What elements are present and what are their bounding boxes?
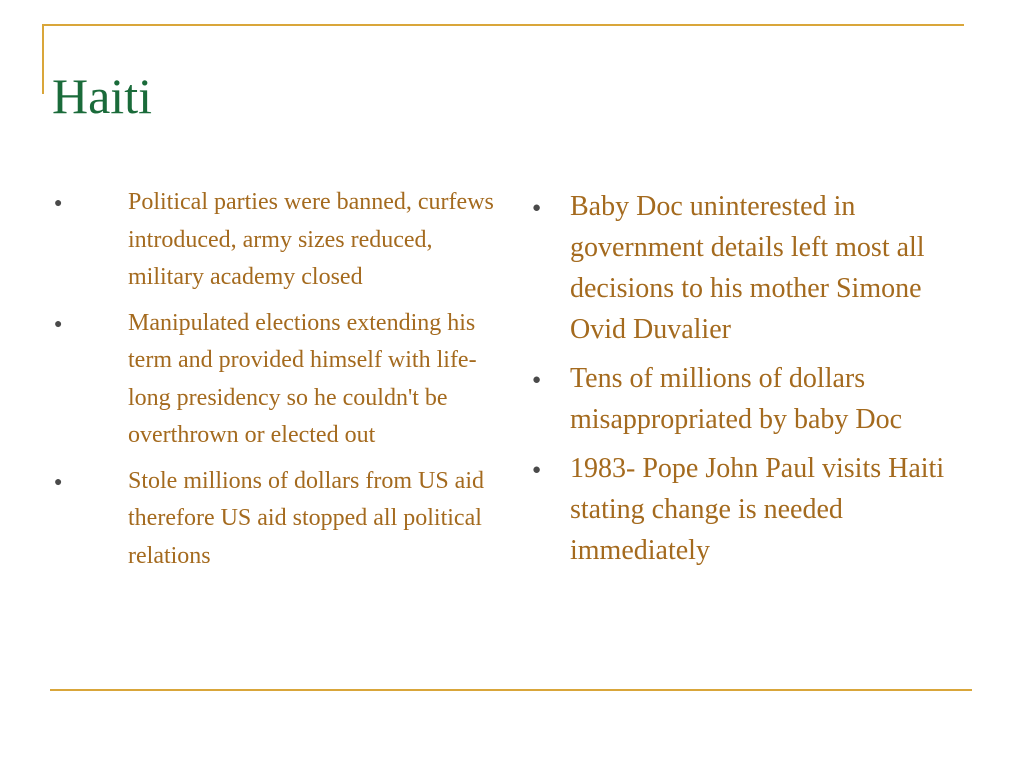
bullet-dot-icon: ● (54, 474, 63, 490)
slide-title: Haiti (52, 68, 152, 124)
list-item (530, 448, 976, 571)
bullet-dot-icon: ● (532, 200, 542, 216)
list-item (530, 186, 976, 350)
bullet-text: Baby Doc uninterested in government details left most all decisions to his mother Simone Ovid Duvalier (570, 191, 925, 345)
bullet-text: Manipulated elections extending his term and provided himself with life-long presidency so he couldn't be overthrown or elected out (128, 309, 477, 448)
top-left-vertical-rule (42, 24, 44, 94)
list-item (530, 358, 976, 440)
bullet-text: Tens of millions of dollars misappropriated by baby Doc (570, 363, 903, 435)
top-rule (42, 24, 964, 26)
bullet-text: 1983- Pope John Paul visits Haiti stating change is needed immediately (570, 453, 945, 566)
bullet-dot-icon: ● (532, 462, 542, 478)
bullet-dot-icon: ● (54, 316, 63, 332)
bullet-dot-icon: ● (54, 196, 63, 211)
left-bullet-list (52, 184, 504, 583)
bottom-rule (50, 689, 972, 691)
list-item (52, 463, 504, 576)
bullet-text: Stole millions of dollars from US aid therefore US aid stopped all political relations (128, 467, 484, 569)
list-item (52, 305, 504, 455)
bullet-text: Political parties were banned, curfews introduced, army sizes reduced, military academy closed (128, 189, 494, 290)
bullet-dot-icon: ● (532, 372, 542, 388)
right-bullet-list (530, 186, 976, 579)
list-item (52, 184, 504, 297)
